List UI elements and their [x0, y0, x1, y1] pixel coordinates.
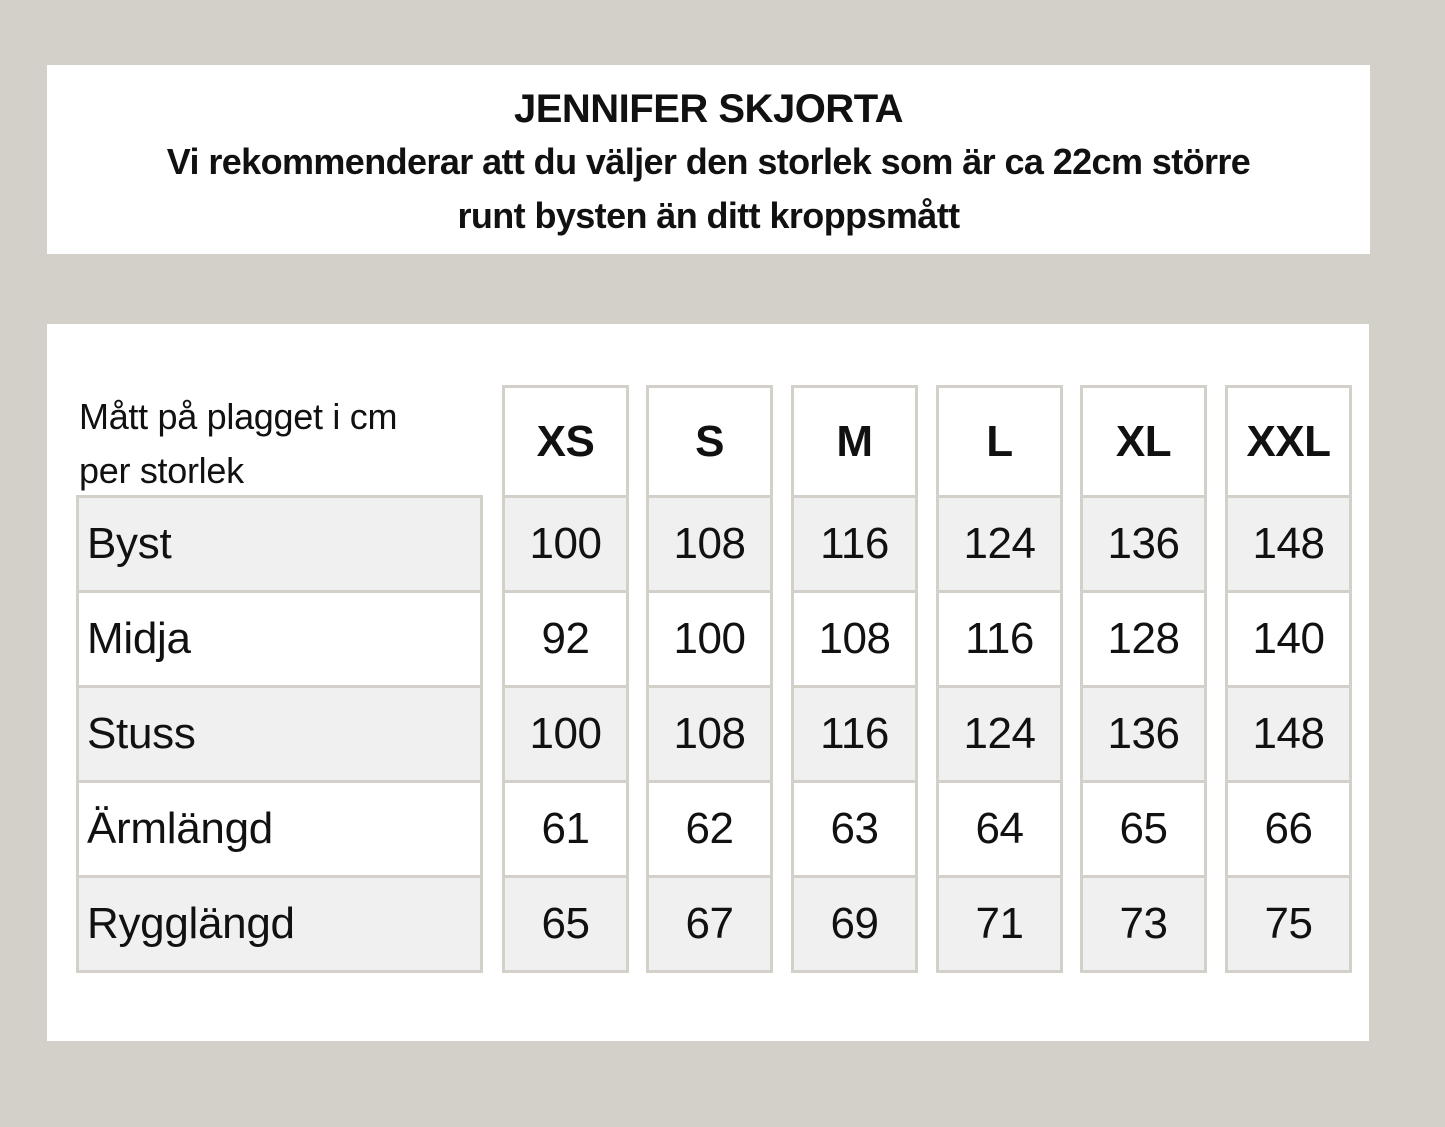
row-label-midja: Midja	[76, 590, 483, 688]
size-cell: 64	[936, 780, 1063, 878]
size-cell: 148	[1225, 495, 1352, 593]
recommendation-line-2: runt bysten än ditt kroppsmått	[457, 195, 960, 236]
size-cell: 61	[502, 780, 629, 878]
table-corner-label	[79, 390, 397, 498]
corner-label-line-1: Mått på plagget i cm	[79, 396, 398, 437]
row-label-rygglangd: Rygglängd	[76, 875, 483, 973]
size-cell: 140	[1225, 590, 1352, 688]
size-cell: 92	[502, 590, 629, 688]
row-label-byst: Byst	[76, 495, 483, 593]
size-column-m	[791, 385, 918, 973]
size-cell: 75	[1225, 875, 1352, 973]
size-column-s	[646, 385, 773, 973]
size-cell: 66	[1225, 780, 1352, 878]
size-cell: 67	[646, 875, 773, 973]
corner-label-line-2: per storlek	[79, 450, 244, 491]
size-cell: 100	[502, 685, 629, 783]
size-cell: 148	[1225, 685, 1352, 783]
size-cell: 124	[936, 495, 1063, 593]
size-cell: 108	[791, 590, 918, 688]
size-header: L	[936, 385, 1063, 498]
size-cell: 62	[646, 780, 773, 878]
size-header: XXL	[1225, 385, 1352, 498]
size-header: XS	[502, 385, 629, 498]
size-cell: 65	[1080, 780, 1207, 878]
size-cell: 128	[1080, 590, 1207, 688]
size-cell: 65	[502, 875, 629, 973]
size-column-xxl	[1225, 385, 1352, 973]
size-cell: 136	[1080, 495, 1207, 593]
row-label-stuss: Stuss	[76, 685, 483, 783]
measurement-labels-column	[76, 495, 483, 973]
size-column-xs	[502, 385, 629, 973]
size-cell: 116	[936, 590, 1063, 688]
size-column-xl	[1080, 385, 1207, 973]
size-cell: 124	[936, 685, 1063, 783]
size-cell: 116	[791, 495, 918, 593]
size-cell: 136	[1080, 685, 1207, 783]
size-cell: 69	[791, 875, 918, 973]
size-cell: 108	[646, 495, 773, 593]
size-cell: 108	[646, 685, 773, 783]
size-chart-panel	[47, 324, 1369, 1041]
size-cell: 71	[936, 875, 1063, 973]
size-cell: 73	[1080, 875, 1207, 973]
size-cell: 63	[791, 780, 918, 878]
row-label-armlangd: Ärmlängd	[76, 780, 483, 878]
product-title: JENNIFER SKJORTA	[513, 87, 904, 131]
recommendation-line-1: Vi rekommenderar att du väljer den storlek som är ca 22cm större	[166, 141, 1251, 182]
size-cell: 100	[502, 495, 629, 593]
size-cell: 116	[791, 685, 918, 783]
size-cell: 100	[646, 590, 773, 688]
size-header: M	[791, 385, 918, 498]
size-header: S	[646, 385, 773, 498]
size-column-l	[936, 385, 1063, 973]
size-header: XL	[1080, 385, 1207, 498]
header-panel	[47, 65, 1370, 254]
